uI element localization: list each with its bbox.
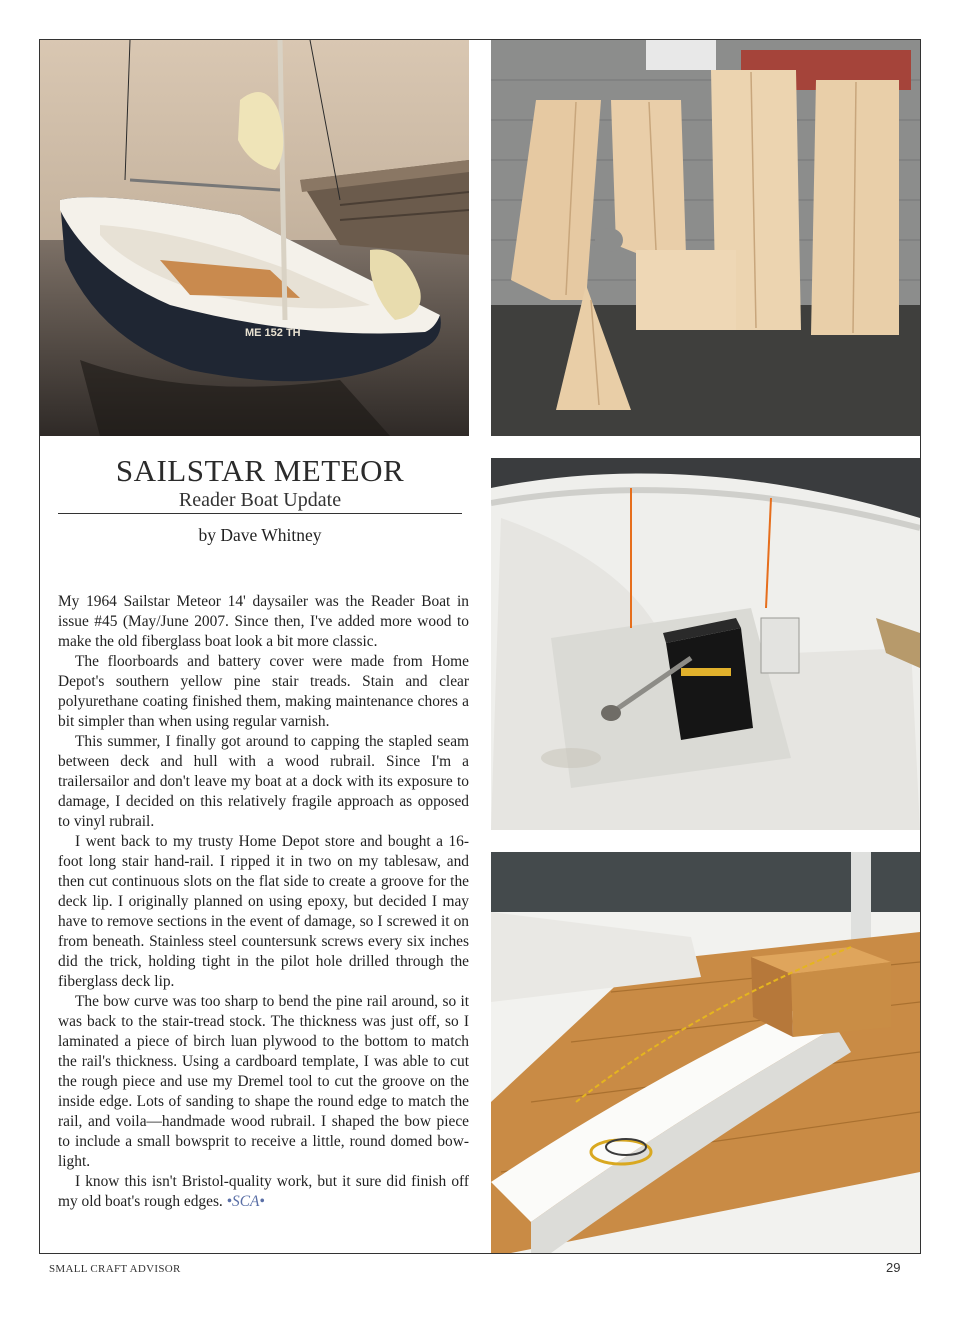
photo-battery-in-hull — [491, 458, 920, 830]
footer-publication: SMALL CRAFT ADVISOR — [49, 1263, 181, 1275]
photo-boat-at-dock — [40, 40, 469, 436]
paragraph-last — [58, 1172, 469, 1212]
photo-floorboards — [491, 40, 920, 436]
paragraph: My 1964 Sailstar Meteor 14' daysailer was the Reader Boat in issue #45 (May/June 2007. Since then, I've added more wood to make the old fiberglass boat look a bit more classic. — [58, 593, 469, 650]
title-rule — [58, 513, 462, 514]
paragraph-text: I know this isn't Bristol-quality work, but it sure did finish off my old boat's rough edges. — [58, 1173, 469, 1210]
photo-cockpit-floorboards — [491, 852, 920, 1253]
article-byline: by Dave Whitney — [198, 525, 322, 545]
article-title: SAILSTAR METEOR — [115, 453, 405, 488]
article-subtitle: Reader Boat Update — [178, 489, 342, 511]
paragraph: I went back to my trusty Home Depot store and bought a 16-foot long stair hand-rail. I ripped it in two on my tablesaw, and then cut continuous slots on the flat side to create a groove for the deck lip. I originally planned on using epoxy, but decided I may have to remove sections in the event of damage, so I screwed it on from beneath. Stainless steel countersunk screws every six inches did the trick, holding tight in the pilot hole drilled through the fiberglass deck lip. — [58, 833, 469, 990]
paragraph: This summer, I finally got around to capping the stapled seam between deck and hull with a wood rubrail. Since I'm a trailersailor and don't leave my boat at a dock with its exposure to damage, I decided on this relatively fragile approach as opposed to vinyl rubrail. — [58, 733, 469, 830]
paragraph: The bow curve was too sharp to bend the pine rail around, so it was back to the stair-tread stock. The thickness was just off, so I laminated a piece of birch luan plywood to the bottom to match the rail's thickness. Using a cardboard template, I was able to cut the rough piece and use my Dremel tool to cut the groove on the inside edge. Lots of sanding to shape the round edge to match the rail, and voila—handmade wood rubrail. I shaped the bow piece to include a small bowsprit to receive a little, round domed bow-light. — [58, 993, 469, 1170]
article-header — [58, 452, 462, 512]
footer-page-number: 29 — [886, 1260, 901, 1275]
article-body — [58, 592, 469, 1212]
signoff: •SCA• — [226, 1193, 265, 1210]
boat-registration: ME 152 TH — [245, 327, 301, 339]
paragraph: The floorboards and battery cover were made from Home Depot's southern yellow pine stair treads. Stain and clear polyurethane coating finished them, making maintenance chores a bit simpler than when using regular varnish. — [58, 653, 469, 730]
